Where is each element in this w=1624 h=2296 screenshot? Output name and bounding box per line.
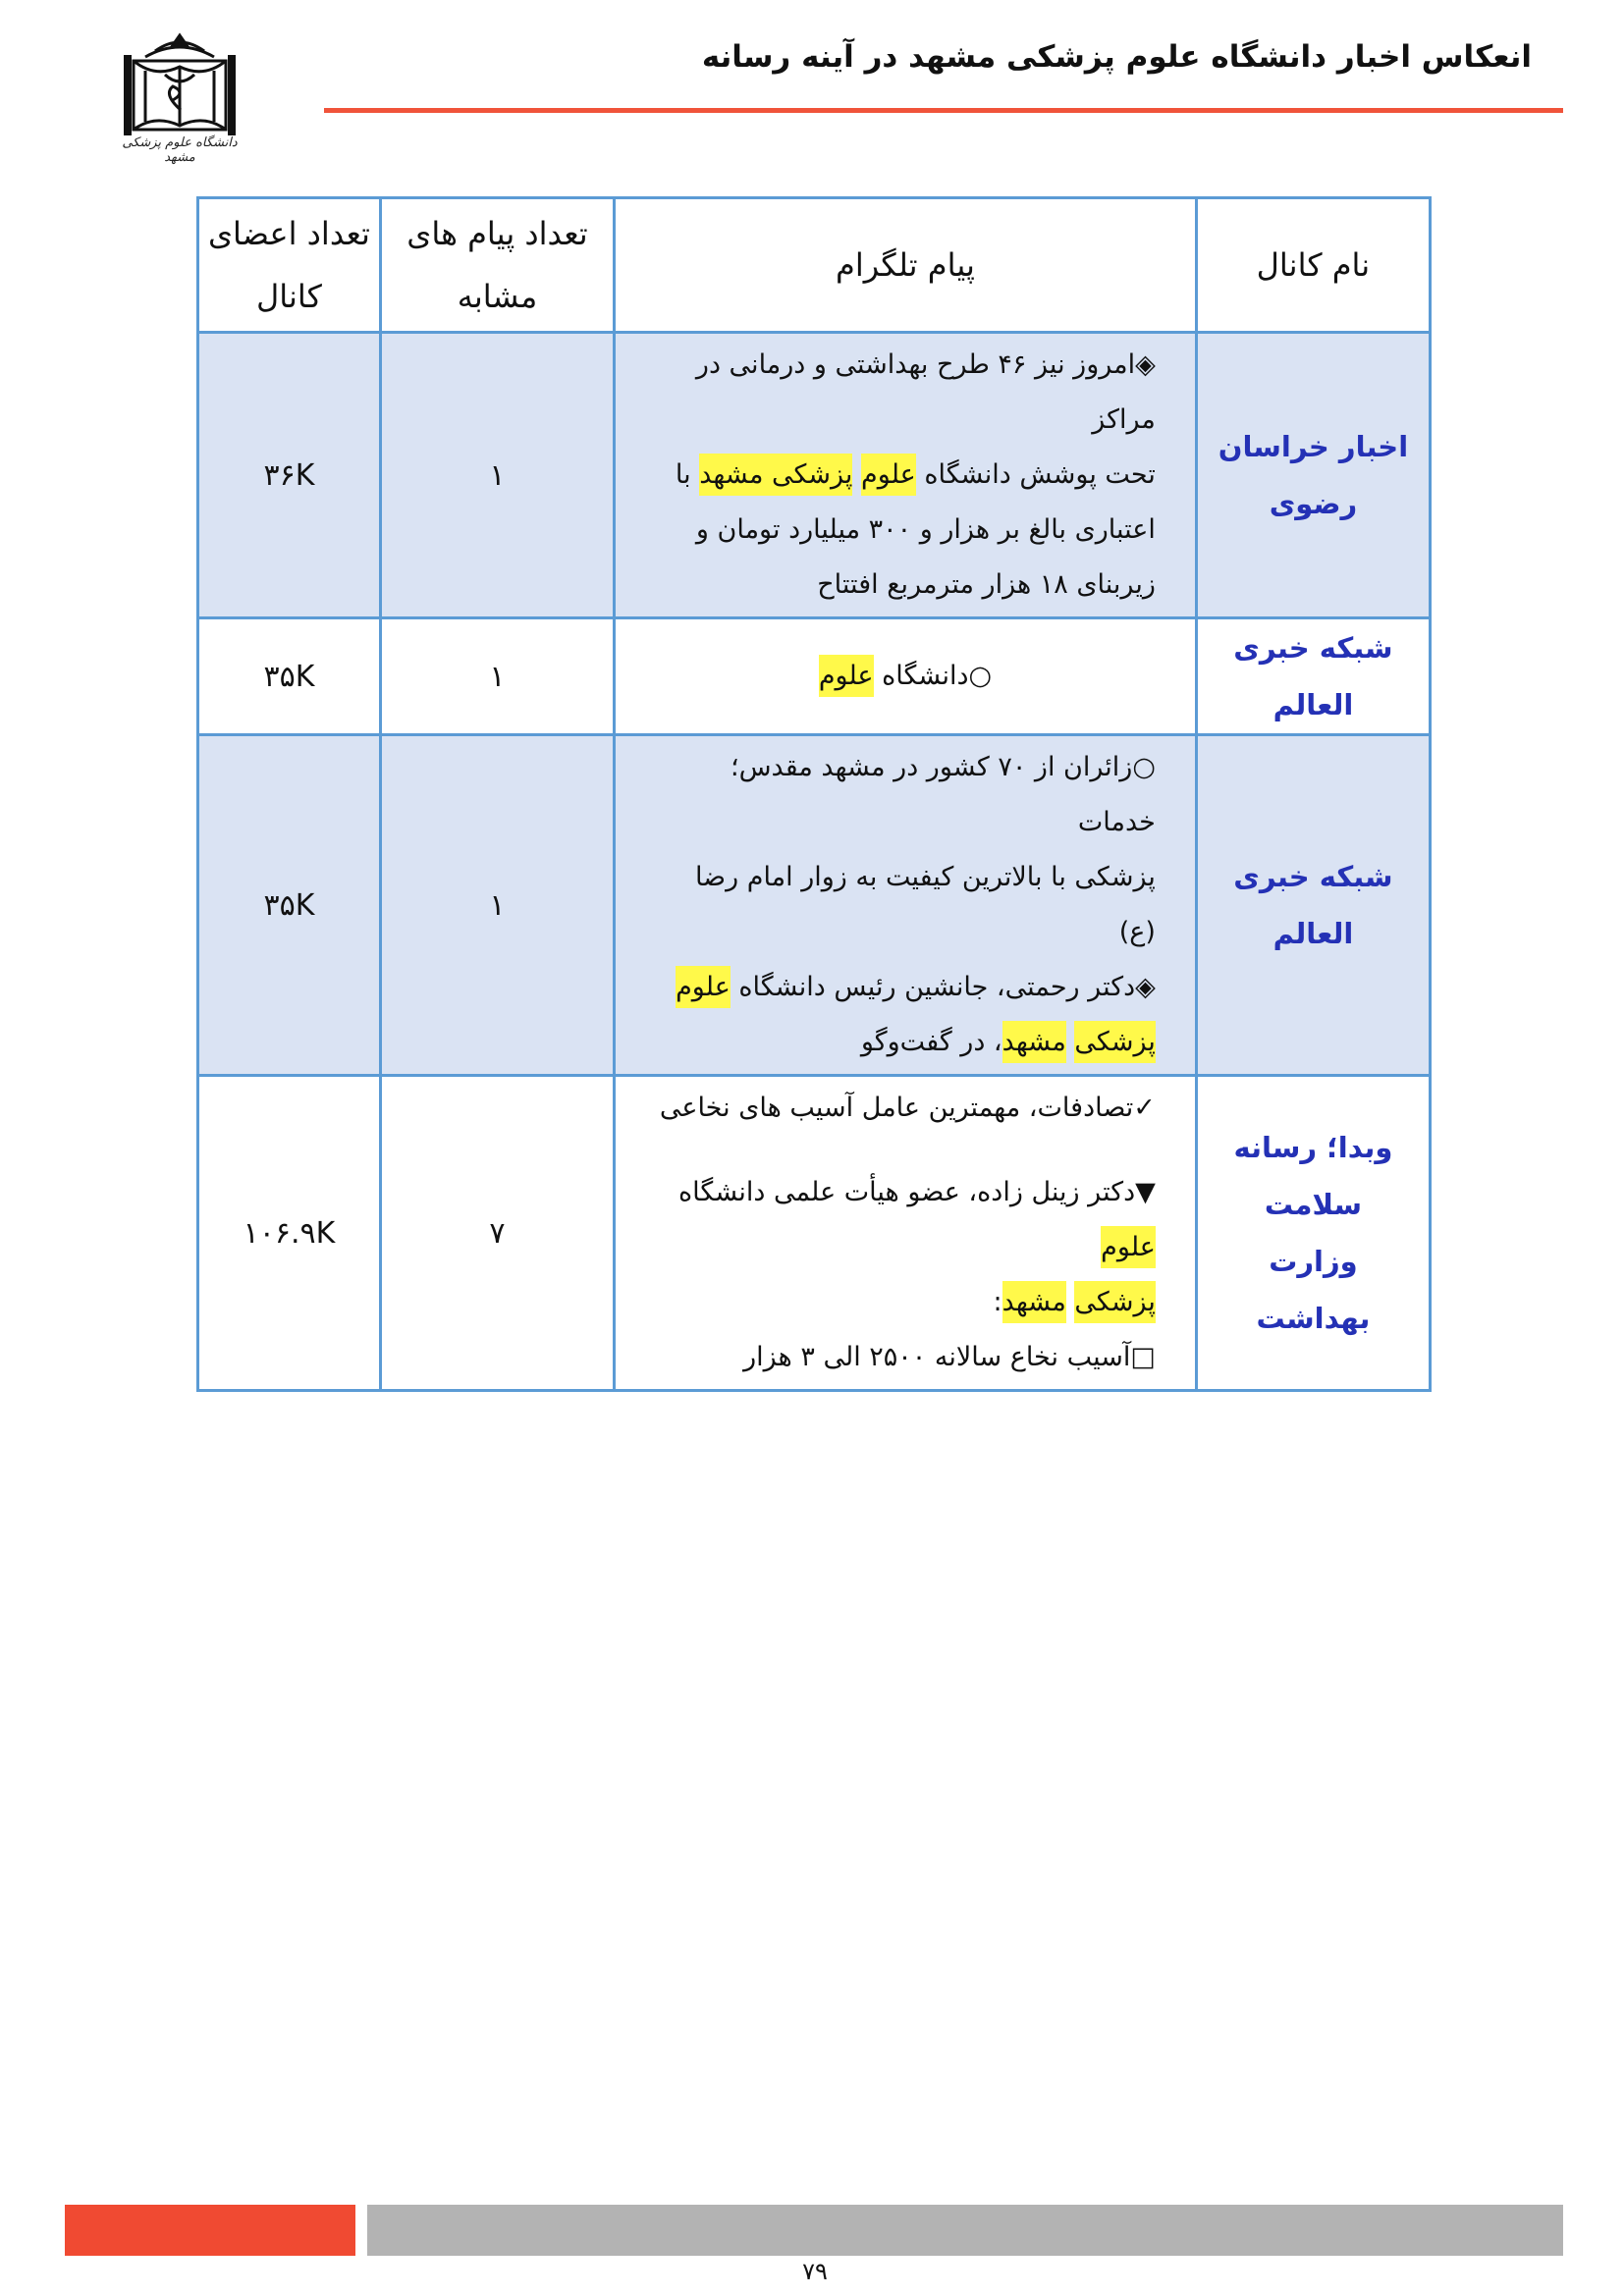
- keyword-highlight: علوم: [819, 655, 874, 697]
- similar-count-cell: ۱: [380, 333, 614, 618]
- message-line: □آسیب نخاع سالانه ۲۵۰۰ الی ۳ هزار: [743, 1342, 1156, 1372]
- logo-caption: دانشگاه علوم پزشکی مشهد: [122, 135, 238, 165]
- message-line: ○زائران از ۷۰ کشور در مشهد مقدس؛ خدمات: [730, 752, 1156, 837]
- similar-count-cell: ۱: [380, 735, 614, 1076]
- keyword-highlight: علوم: [676, 966, 731, 1008]
- message-line: [655, 1275, 1156, 1330]
- header-channel-name: نام کانال: [1196, 198, 1430, 333]
- message-text: [852, 459, 861, 490]
- message-text: تحت پوشش دانشگاه: [915, 459, 1156, 490]
- message-line: ✓تصادفات، مهمترین عامل آسیب های نخاعی: [659, 1093, 1156, 1123]
- table-row: [198, 333, 1431, 618]
- message-line: [655, 1015, 1156, 1070]
- message-text: ، در گفت‌وگو: [860, 1027, 1002, 1057]
- message-text: :: [993, 1287, 1002, 1317]
- telegram-message-cell: [615, 333, 1197, 618]
- table-header-row: [198, 198, 1431, 333]
- page-header-title: انعکاس اخبار دانشگاه علوم پزشکی مشهد در آینه رسانه: [701, 39, 1532, 75]
- keyword-highlight: پزشکی: [1074, 1281, 1155, 1323]
- table-row: [198, 735, 1431, 1076]
- member-count-cell: ۱۰۶.۹K: [198, 1076, 381, 1391]
- telegram-message-cell: [615, 1076, 1197, 1391]
- message-line: زیربنای ۱۸ هزار مترمربع افتتاح: [817, 569, 1156, 600]
- header-member-count: تعداد اعضای کانال: [198, 198, 381, 333]
- message-line: [655, 649, 1156, 704]
- footer-gray-bar: [367, 2205, 1563, 2256]
- member-count-cell: ۳۵K: [198, 735, 381, 1076]
- message-spacer: [655, 1136, 1156, 1165]
- header-divider: [324, 108, 1563, 113]
- member-count-cell: ۳۶K: [198, 333, 381, 618]
- member-count-cell: ۳۵K: [198, 618, 381, 735]
- message-text: با: [675, 459, 700, 490]
- telegram-message-cell: [615, 735, 1197, 1076]
- channel-name-cell: وبدا؛ رسانه سلامت وزارت بهداشت: [1196, 1076, 1430, 1391]
- keyword-highlight: مشهد: [1002, 1281, 1066, 1323]
- table-row: [198, 618, 1431, 735]
- footer-accent-bar: [65, 2205, 355, 2256]
- telegram-message-cell: [615, 618, 1197, 735]
- channel-name-cell: شبکه خبری العالم: [1196, 735, 1430, 1076]
- header-similar-count: تعداد پیام های مشابه: [380, 198, 614, 333]
- table-row: [198, 1076, 1431, 1391]
- message-line: [655, 1165, 1156, 1275]
- keyword-highlight: مشهد: [1002, 1021, 1066, 1063]
- channel-name-cell: اخبار خراسان رضوی: [1196, 333, 1430, 618]
- keyword-highlight: پزشکی مشهد: [699, 454, 852, 496]
- header-telegram-message: پیام تلگرام: [615, 198, 1197, 333]
- similar-count-cell: ۷: [380, 1076, 614, 1391]
- keyword-highlight: علوم: [861, 454, 916, 496]
- message-text: ○دانشگاه: [873, 661, 993, 691]
- message-line: [655, 448, 1156, 503]
- message-line: ◈امروز نیز ۴۶ طرح بهداشتی و درمانی در مراکز: [695, 349, 1156, 435]
- page-number: ۷۹: [802, 2258, 828, 2285]
- message-line: [655, 960, 1156, 1015]
- message-line: پزشکی با بالاترین کیفیت به زوار امام رضا (ع): [694, 862, 1156, 947]
- message-line: اعتباری بالغ بر هزار و ۳۰۰ میلیارد تومان و: [695, 514, 1156, 545]
- similar-count-cell: ۱: [380, 618, 614, 735]
- channel-name-cell: شبکه خبری العالم: [1196, 618, 1430, 735]
- message-text: ▼دکتر زینل زاده، عضو هیأت علمی دانشگاه: [678, 1177, 1156, 1207]
- keyword-highlight: علوم: [1101, 1226, 1156, 1268]
- message-text: ◈دکتر رحمتی، جانشین رئیس دانشگاه: [730, 972, 1156, 1002]
- keyword-highlight: پزشکی: [1074, 1021, 1155, 1063]
- telegram-news-table: [196, 196, 1432, 1392]
